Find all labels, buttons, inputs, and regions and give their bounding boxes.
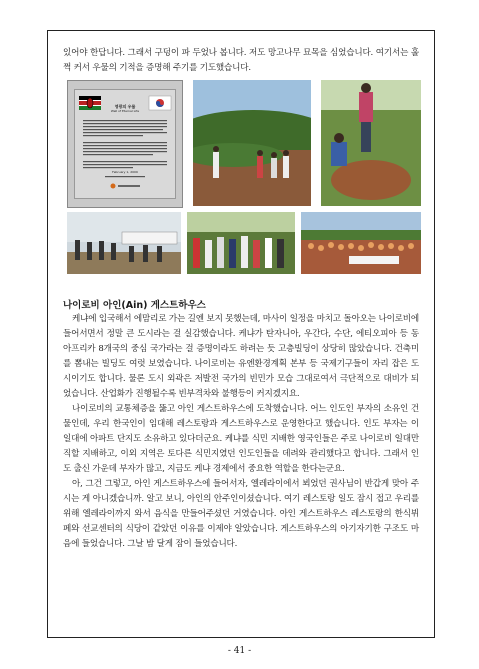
intro-paragraph: 있어야 한답니다. 그래서 구덩이 파 두었나 봅니다. 저도 망고나무 묘목을 심었습니다. 여기서는 훌쩍 커서 우물의 기적을 증명해 주기를 기도했습니다.: [63, 48, 419, 73]
paragraph: 케냐에 입국해서 에맘리로 가는 길엔 보지 못했는데, 마사이 일정을 마치고 돌아오는 나이로비에 들어서면서 정말 큰 도시라는 걸 실감했습니다. 케냐가 탄자니아, 우간다, 수단, 에티오피아 등 동아프리카 8개국의 중심 국가라는 걸 증명이라도 하려는 듯 고층빌딩이 상당히 많았습니다. 건축미를 뽐내는 빌딩도 여럿 보였습니다. 나이로비는 유엔환경계획 본부 등 국제기구들이 자리 잡은 도시이기도 합니다. 물론 도시 외곽은 저발전 국가의 빈민가 모습 그대로여서 극단적으로 대비가 되었습니다. 산업화가 진행될수록 빈부격차와 불행등이 커지겠지요.: [63, 314, 419, 399]
plaque-title: 영광의 우물: [114, 104, 136, 109]
paragraph: 아, 그건 그렇고, 아인 게스트하우스에 들어서자, 엘레라이에서 뵈었던 권사님이 반갑게 맞아 주시는 게 아니겠습니까. 알고 보니, 아인의 안주인이셨습니다. 여기 레스토랑 일도 잠시 접고 우리를 위해 엘레라이까지 와서 음식을 만들어주셨던 거였습니다. 아인 게스트하우스 레스토랑의 한식뷔페와 선교센터의 식당이 같았던 이유를 이제야 알았습니다. 게스트하우스의 아기자기한 구조도 마음에 들었습니다. 그날 밤 달게 잠이 들었습니다.: [63, 479, 419, 549]
plaque-date: February 1, 2009: [112, 170, 138, 174]
section-heading: 나이로비 아인(Ain) 게스트하우스: [63, 300, 206, 311]
plaque-subtitle: Well of Eternal Life: [110, 109, 140, 113]
photo-planting-tree: [321, 80, 421, 206]
photo-crowd-gathering: [187, 212, 295, 274]
paragraph: 나이로비의 교통체증을 뚫고 아인 게스트하우스에 도착했습니다. 어느 인도인 부자의 소유인 건물인데, 우리 한국인이 임대해 레스토랑과 게스트하우스로 운영한다고 했습니다. 인도 부자는 이 일대에 아파트 단지도 소유하고 있다더군요. 케냐를 식민 지배한 영국인들은 주로 나이로비 일대만 직할 지배하고, 이외 지역은 토다른 식민지였던 인도인들을 데려와 관리했다고 합니다. 그래서 인도 출신 가운데 부자가 많고, 지금도 케냐 경제에서 중요한 역할을 한다는군요.: [63, 404, 419, 474]
photo-large-group: [301, 212, 421, 274]
page-number: - 41 -: [227, 646, 252, 656]
photo-people-at-well: [193, 80, 311, 206]
body-text: [63, 312, 419, 552]
memorial-plaque-photo: [67, 80, 183, 208]
photo-group-with-banner: [67, 212, 181, 274]
